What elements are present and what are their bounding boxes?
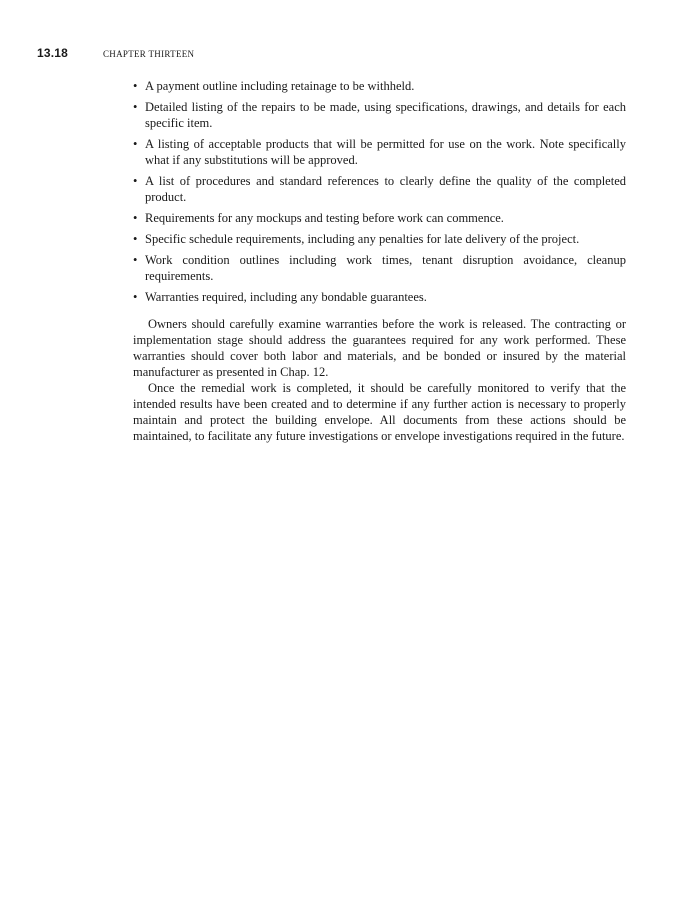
running-header <box>37 46 194 62</box>
chapter-title: CHAPTER THIRTEEN <box>103 49 195 59</box>
page-number: 13.18 <box>37 46 69 60</box>
paragraph-monitoring: Once the remedial work is completed, it should be carefully monitored to verify that the intended results have been created and to determine if any further action is necessary to properly maintain and protect the building envelope. All documents from these actions should be maintained, to facilitate any future investigations or envelope investigations required in the future. <box>133 381 626 443</box>
paragraph-warranties: Owners should carefully examine warranties before the work is released. The contracting or implementation stage should address the guarantees required for any work performed. These warranties should cover both labor and materials, and be bonded or insured by the material manufacturer as presented in Chap. 12. <box>133 317 626 379</box>
list-item: • Specific schedule requirements, including any penalties for late delivery of the project. <box>133 231 626 247</box>
list-item: • Work condition outlines including work times, tenant disruption avoidance, cleanup requirements. <box>133 252 626 284</box>
list-item: • A list of procedures and standard references to clearly define the quality of the completed product. <box>133 173 626 205</box>
list-item: • A payment outline including retainage to be withheld. <box>133 78 626 94</box>
page-body <box>133 78 626 444</box>
list-item: • Detailed listing of the repairs to be made, using specifications, drawings, and details for each specific item. <box>133 99 626 131</box>
list-item: • A listing of acceptable products that will be permitted for use on the work. Note specifically what if any substitutions will be approved. <box>133 136 626 168</box>
list-item: • Requirements for any mockups and testing before work can commence. <box>133 210 626 226</box>
list-item: • Warranties required, including any bondable guarantees. <box>133 289 626 305</box>
requirements-list <box>133 78 626 305</box>
body-text <box>133 316 626 444</box>
